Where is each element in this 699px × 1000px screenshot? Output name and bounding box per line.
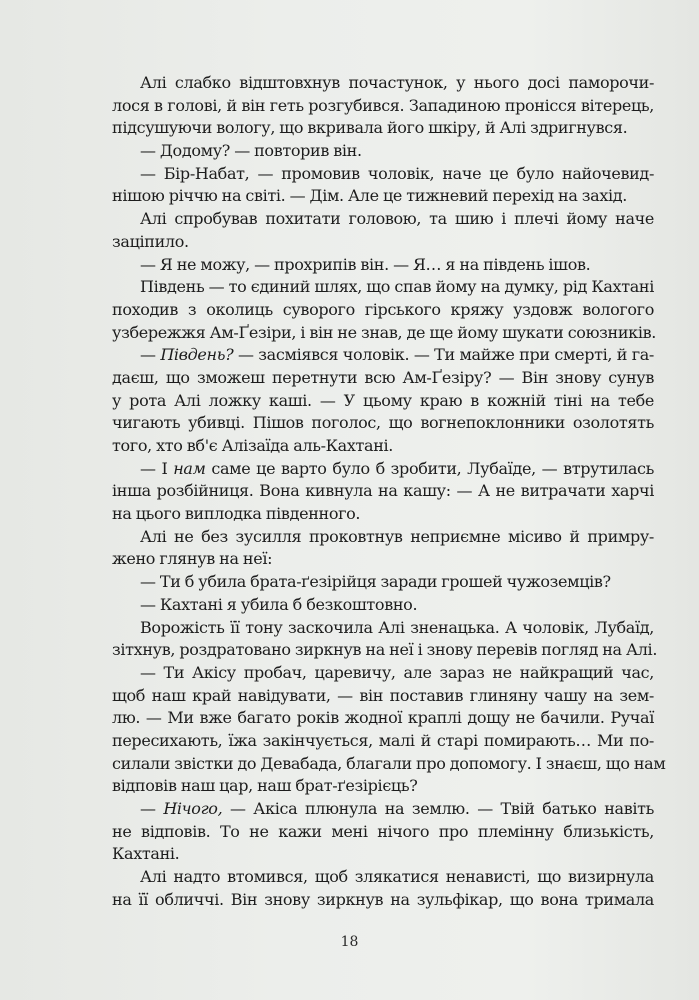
text-line: Ворожість її тону заскочила Алі зненацька. А чоловік, Лубаїд, — [140, 617, 654, 637]
text-line: нішою річчю на світі. — Дім. Але це тижневий перехід на захід. — [112, 186, 628, 206]
text-line: щоб наш край навідувати, — він поставив глиняну чашу на зем- — [112, 685, 654, 705]
page-number: 18 — [340, 934, 359, 950]
text-line: — Південь? — засміявся чоловік. — Ти майже при смерті, й га- — [140, 345, 654, 365]
italic-emphasis: Нічого, — [163, 799, 223, 818]
text-line: Південь — то єдиний шлях, що спав йому на думку, рід Кахтані — [140, 277, 654, 297]
text-line: відповів наш цар, наш брат-ґезірієць? — [112, 776, 418, 796]
text-line: жено глянув на неї: — [112, 549, 273, 569]
text-line: Алі надто втомився, щоб злякатися ненависті, що визирнула — [140, 867, 654, 887]
text-line: Кахтані. — [112, 844, 180, 864]
text-line: лю. — Ми вже багато років жодної краплі дощу не бачили. Ручаї — [112, 708, 654, 728]
text-line: на її обличчі. Він знову зиркнув на зульфікар, що вона тримала — [112, 889, 654, 909]
text-line: узбережжя Ам-Ґезіри, і він не знав, де ще йому шукати союзників. — [112, 322, 656, 342]
text-line: — Я не можу, — прохрипів він. — Я… я на південь ішов. — [140, 254, 591, 274]
text-line: пересихають, їжа закінчується, малі й старі помирають… Ми по- — [112, 730, 654, 750]
text-line: лося в голові, й він геть розгубився. Западиною пронісся вітерець, — [112, 95, 654, 115]
text-line: інша розбійниця. Вона кивнула на кашу: — А не витрачати харчі — [112, 481, 654, 501]
text-line: — І нам саме це варто було б зробити, Лубаїде, — втрутилась — [140, 458, 654, 478]
text-line: даєш, що зможеш перетнути всю Ам-Ґезіру? — Він знову сунув — [112, 367, 654, 387]
text-line: того, хто вб'є Алізаїда аль-Кахтані. — [112, 436, 394, 455]
text-line: — Кахтані я убила б безкоштовно. — [140, 594, 418, 614]
text-line: на цього виплодка південного. — [112, 504, 361, 524]
text-line: — Бір-Набат, — промовив чоловік, наче це було найочевид- — [140, 163, 654, 183]
text-line: — Додому? — повторив він. — [140, 141, 362, 161]
text-line: зітхнув, роздратовано зиркнув на неї і знову перевів погляд на Алі. — [112, 640, 658, 660]
text-line: походив з околиць суворого гірського кряжу уздовж вологого — [112, 299, 654, 319]
text-line: — Ти Акісу пробач, царевичу, але зараз не найкращий час, — [140, 662, 654, 682]
text-line: Алі спробував похитати головою, та шию і плечі йому наче — [140, 209, 654, 229]
text-line: не відповів. То не кажи мені нічого про племінну близькість, — [112, 821, 654, 841]
italic-emphasis: Південь? — [160, 345, 234, 365]
text-line: — Ти б убила брата-ґезірійця заради грошей чужоземців? — [140, 572, 611, 592]
text-line: підсушуючи вологу, що вкривала його шкіру, й Алі здригнувся. — [112, 118, 628, 138]
body-text — [112, 72, 666, 911]
text-line: Алі слабко відштовхнув почастунок, у нього досі паморочи- — [140, 73, 654, 92]
italic-emphasis: нам — [173, 458, 206, 478]
text-line: чигають убивці. Пішов поголос, що вогнепоклонники озолотять — [112, 413, 654, 433]
text-line: Алі не без зусилля проковтнув неприємне місиво й примру- — [140, 526, 654, 546]
text-line: у рота Алі ложку каші. — У цьому краю в кожній тіні на тебе — [112, 390, 654, 410]
text-line: — Нічого, — Акіса плюнула на землю. — Твій батько навіть — [140, 799, 654, 818]
text-line: силали звістки до Девабада, благали про допомогу. І знаєш, що нам — [112, 753, 666, 773]
text-line: заціпило. — [112, 231, 189, 251]
